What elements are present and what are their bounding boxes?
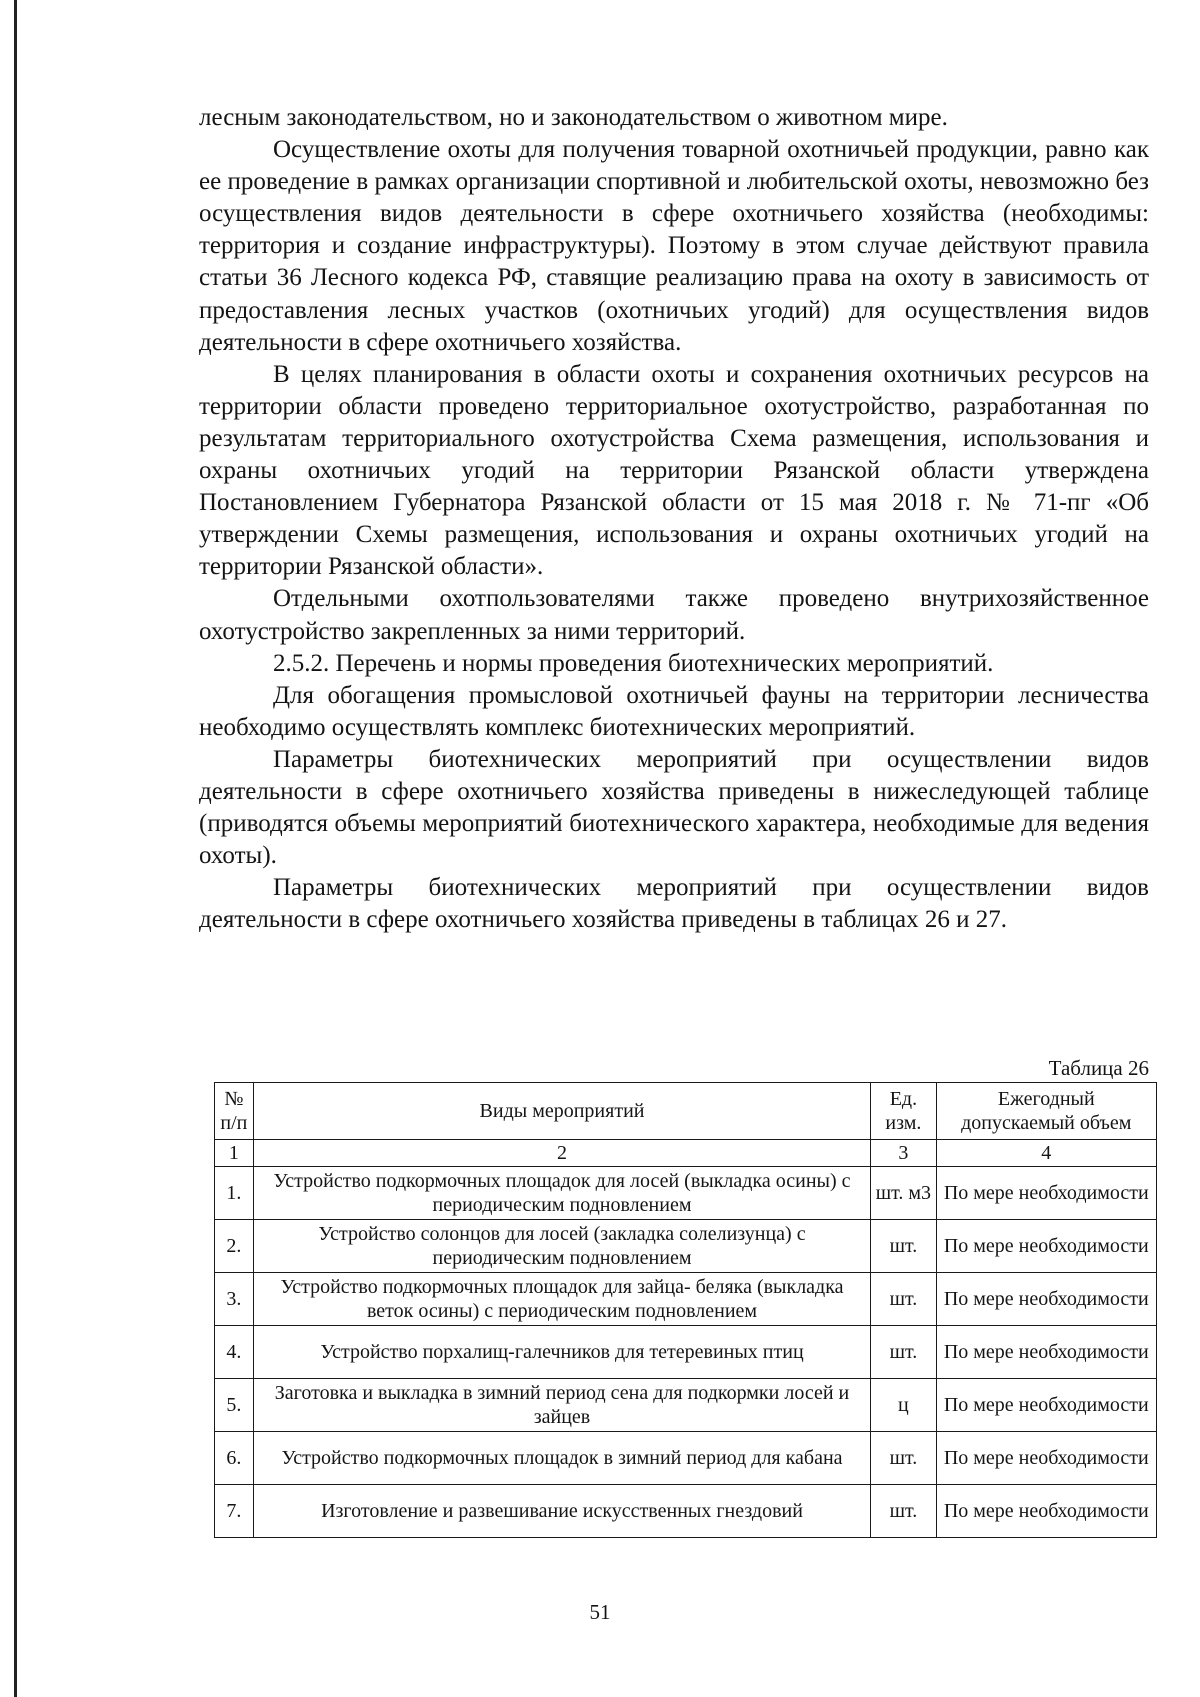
row-activity: Изготовление и развешивание искусственных гнездовий <box>253 1485 870 1538</box>
header-activity: Виды мероприятий <box>253 1083 870 1140</box>
row-unit: шт. <box>871 1326 936 1379</box>
row-num: 4. <box>215 1326 254 1379</box>
column-number: 3 <box>871 1140 936 1167</box>
page-number: 51 <box>589 1600 611 1624</box>
row-num: 6. <box>215 1432 254 1485</box>
table-header-row <box>215 1083 1157 1140</box>
header-unit: Ед. изм. <box>871 1083 936 1140</box>
row-unit: шт. <box>871 1485 936 1538</box>
row-volume: По мере необходимости <box>936 1379 1156 1432</box>
row-activity: Устройство солонцов для лосей (закладка солелизунца) с периодическим подновлением <box>253 1220 870 1273</box>
row-num: 3. <box>215 1273 254 1326</box>
table-row <box>215 1485 1157 1538</box>
row-unit: шт. <box>871 1273 936 1326</box>
paragraph: Для обогащения промысловой охотничьей фауны на территории лесничества необходимо осуществлять комплекс биотехнических мероприятий. <box>199 681 1149 741</box>
table-row <box>215 1167 1157 1220</box>
row-activity: Устройство подкормочных площадок для лосей (выкладка осины) с периодическим подновлением <box>253 1167 870 1220</box>
row-num: 1. <box>215 1167 254 1220</box>
column-number: 2 <box>253 1140 870 1167</box>
row-unit: шт. <box>871 1432 936 1485</box>
row-volume: По мере необходимости <box>936 1326 1156 1379</box>
paragraph: В целях планирования в области охоты и сохранения охотничьих ресурсов на территории области проведено территориальное охотустройство, разработанная по результатам территориального охотустройства Схема размещения, использования и охраны охотничьих угодий на территории Рязанской области утверждена Постановлением Губернатора Рязанской области от 15 мая 2018 г. № 71-пг «Об утверждении Схемы размещения, использования и охраны охотничьих угодий на территории Рязанской области». <box>199 360 1149 581</box>
table-row <box>215 1379 1157 1432</box>
row-volume: По мере необходимости <box>936 1432 1156 1485</box>
scan-edge-line <box>14 0 17 1697</box>
row-activity: Устройство подкормочных площадок в зимний период для кабана <box>253 1432 870 1485</box>
paragraph: Осуществление охоты для получения товарной охотничьей продукции, равно как ее проведение в рамках организации спортивной и любительской охоты, невозможно без осуществления видов деятельности в сфере охотничьего хозяйства (необходимы: территория и создание инфраструктуры). Поэтому в этом случае действуют правила статьи 36 Лесного кодекса РФ, ставящие реализацию права на охоту в зависимость от предоставления лесных участков (охотничьих угодий) для осуществления видов деятельности в сфере охотничьего хозяйства. <box>199 136 1149 356</box>
table-row <box>215 1432 1157 1485</box>
table-row <box>215 1273 1157 1326</box>
column-number-row <box>215 1140 1157 1167</box>
row-num: 7. <box>215 1485 254 1538</box>
paragraph: лесным законодательством, но и законодательством о животном мире. <box>199 104 948 131</box>
row-unit: шт. <box>871 1220 936 1273</box>
document-page <box>199 102 1149 936</box>
paragraph: Параметры биотехнических мероприятий при осуществлении видов деятельности в сфере охотничьего хозяйства приведены в таблицах 26 и 27. <box>199 874 1149 934</box>
paragraph: Параметры биотехнических мероприятий при осуществлении видов деятельности в сфере охотничьего хозяйства приведены в нижеследующей таблице (приводятся объемы мероприятий биотехнического характера, необходимые для ведения охоты). <box>199 745 1149 870</box>
row-activity: Устройство подкормочных площадок для зайца- беляка (выкладка веток осины) с периодическим подновлением <box>253 1273 870 1326</box>
column-number: 4 <box>936 1140 1156 1167</box>
row-unit: шт. м3 <box>871 1167 936 1220</box>
column-number: 1 <box>215 1140 254 1167</box>
header-volume: Ежегодный допускаемый объем <box>936 1083 1156 1140</box>
table-caption: Таблица 26 <box>1048 1056 1149 1080</box>
table-row <box>215 1220 1157 1273</box>
row-unit: ц <box>871 1379 936 1432</box>
paragraph: Отдельными охотпользователями также проведено внутрихозяйственное охотустройство закрепленных за ними территорий. <box>199 585 1149 645</box>
row-volume: По мере необходимости <box>936 1485 1156 1538</box>
row-volume: По мере необходимости <box>936 1167 1156 1220</box>
body-text <box>199 102 1149 936</box>
section-heading: 2.5.2. Перечень и нормы проведения биотехнических мероприятий. <box>273 649 994 677</box>
row-activity: Заготовка и выкладка в зимний период сена для подкормки лосей и зайцев <box>253 1379 870 1432</box>
row-activity: Устройство порхалищ-галечников для тетеревиных птиц <box>253 1326 870 1379</box>
row-num: 2. <box>215 1220 254 1273</box>
header-num: № п/п <box>215 1083 254 1140</box>
row-num: 5. <box>215 1379 254 1432</box>
table-row <box>215 1326 1157 1379</box>
biotechnical-measures-table <box>214 1082 1157 1538</box>
row-volume: По мере необходимости <box>936 1273 1156 1326</box>
row-volume: По мере необходимости <box>936 1220 1156 1273</box>
